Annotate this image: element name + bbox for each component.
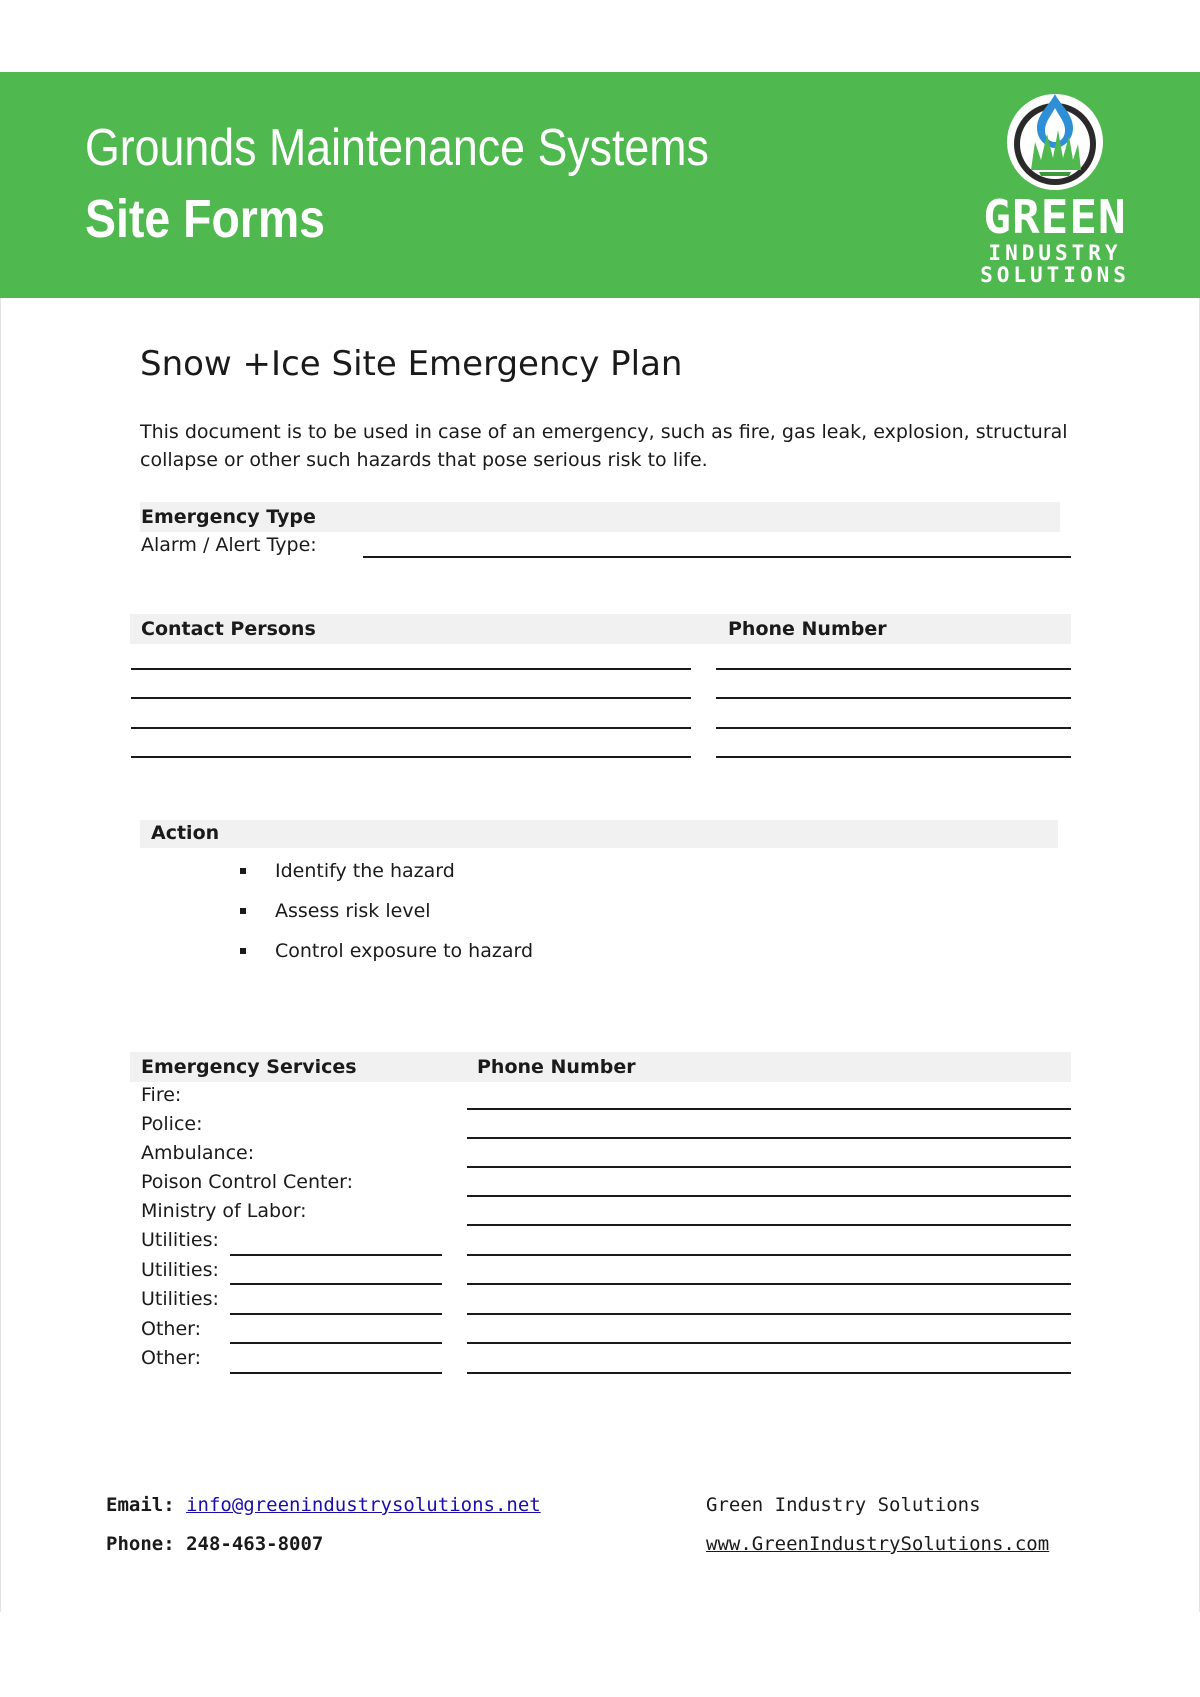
service-label-other: Other: xyxy=(141,1318,202,1340)
ambulance-phone-field[interactable] xyxy=(467,1166,1071,1168)
document-title: Snow +Ice Site Emergency Plan xyxy=(140,344,683,384)
document-intro: This document is to be used in case of an emergency, such as fire, gas leak, explosion, structural collapse or other such hazards that pose serious risk to life. xyxy=(140,421,1068,471)
utilities-name-field[interactable] xyxy=(230,1283,442,1285)
contact-name-field[interactable] xyxy=(131,668,691,670)
emergency-services-heading: Emergency Services xyxy=(141,1056,357,1078)
utilities-name-field[interactable] xyxy=(230,1313,442,1315)
alarm-type-field[interactable] xyxy=(363,556,1071,558)
service-label-police: Police: xyxy=(141,1113,203,1135)
service-label-utilities: Utilities: xyxy=(141,1229,219,1251)
alarm-type-label: Alarm / Alert Type: xyxy=(141,534,317,556)
service-label-other: Other: xyxy=(141,1347,202,1369)
action-item-text: Assess risk level xyxy=(275,900,431,922)
police-phone-field[interactable] xyxy=(467,1137,1071,1139)
action-header xyxy=(140,820,1058,848)
other-phone-field[interactable] xyxy=(467,1342,1071,1344)
bullet-square-icon xyxy=(240,908,246,914)
services-phone-heading: Phone Number xyxy=(477,1056,636,1078)
website-link[interactable]: www.GreenIndustrySolutions.com xyxy=(706,1533,1050,1555)
service-label-poison-control: Poison Control Center: xyxy=(141,1171,354,1193)
service-label-utilities: Utilities: xyxy=(141,1288,219,1310)
bullet-square-icon xyxy=(240,948,246,954)
other-name-field[interactable] xyxy=(230,1342,442,1344)
footer-company-name: Green Industry Solutions xyxy=(706,1494,981,1516)
emergency-type-heading: Emergency Type xyxy=(141,506,316,528)
fire-phone-field[interactable] xyxy=(467,1108,1071,1110)
contact-name-field[interactable] xyxy=(131,727,691,729)
action-item-text: Identify the hazard xyxy=(275,860,455,882)
contact-phone-heading: Phone Number xyxy=(728,618,887,640)
contact-phone-field[interactable] xyxy=(716,668,1071,670)
poison-control-phone-field[interactable] xyxy=(467,1195,1071,1197)
footer-phone xyxy=(106,1533,323,1555)
banner-subtitle: Site Forms xyxy=(85,189,326,249)
contact-name-field[interactable] xyxy=(131,697,691,699)
utilities-phone-field[interactable] xyxy=(467,1313,1071,1315)
action-heading: Action xyxy=(151,822,220,844)
service-label-fire: Fire: xyxy=(141,1084,182,1106)
utilities-phone-field[interactable] xyxy=(467,1254,1071,1256)
service-label-utilities: Utilities: xyxy=(141,1259,219,1281)
contact-phone-field[interactable] xyxy=(716,727,1071,729)
contact-phone-field[interactable] xyxy=(716,697,1071,699)
contact-phone-field[interactable] xyxy=(716,756,1071,758)
phone-label: Phone: xyxy=(106,1533,175,1555)
other-phone-field[interactable] xyxy=(467,1372,1071,1374)
grass-droplet-logo-icon xyxy=(1003,90,1107,194)
contact-name-field[interactable] xyxy=(131,756,691,758)
service-label-ministry-of-labor: Ministry of Labor: xyxy=(141,1200,307,1222)
footer-email xyxy=(106,1494,541,1516)
ministry-of-labor-phone-field[interactable] xyxy=(467,1224,1071,1226)
service-label-ambulance: Ambulance: xyxy=(141,1142,255,1164)
banner-title: Grounds Maintenance Systems xyxy=(85,119,709,177)
bullet-square-icon xyxy=(240,868,246,874)
phone-number: 248-463-8007 xyxy=(186,1533,324,1555)
contact-persons-heading: Contact Persons xyxy=(141,618,316,640)
logo-line-solutions: SOLUTIONS xyxy=(980,263,1130,287)
email-link[interactable]: info@greenindustrysolutions.net xyxy=(186,1494,541,1516)
action-item-text: Control exposure to hazard xyxy=(275,940,534,962)
email-label: Email: xyxy=(106,1494,175,1516)
page-edge-left xyxy=(0,72,1,1612)
logo-wordmark: GREEN xyxy=(983,190,1127,244)
other-name-field[interactable] xyxy=(230,1372,442,1374)
utilities-name-field[interactable] xyxy=(230,1254,442,1256)
company-logo xyxy=(955,86,1155,292)
utilities-phone-field[interactable] xyxy=(467,1283,1071,1285)
logo-line-industry: INDUSTRY xyxy=(988,241,1122,265)
